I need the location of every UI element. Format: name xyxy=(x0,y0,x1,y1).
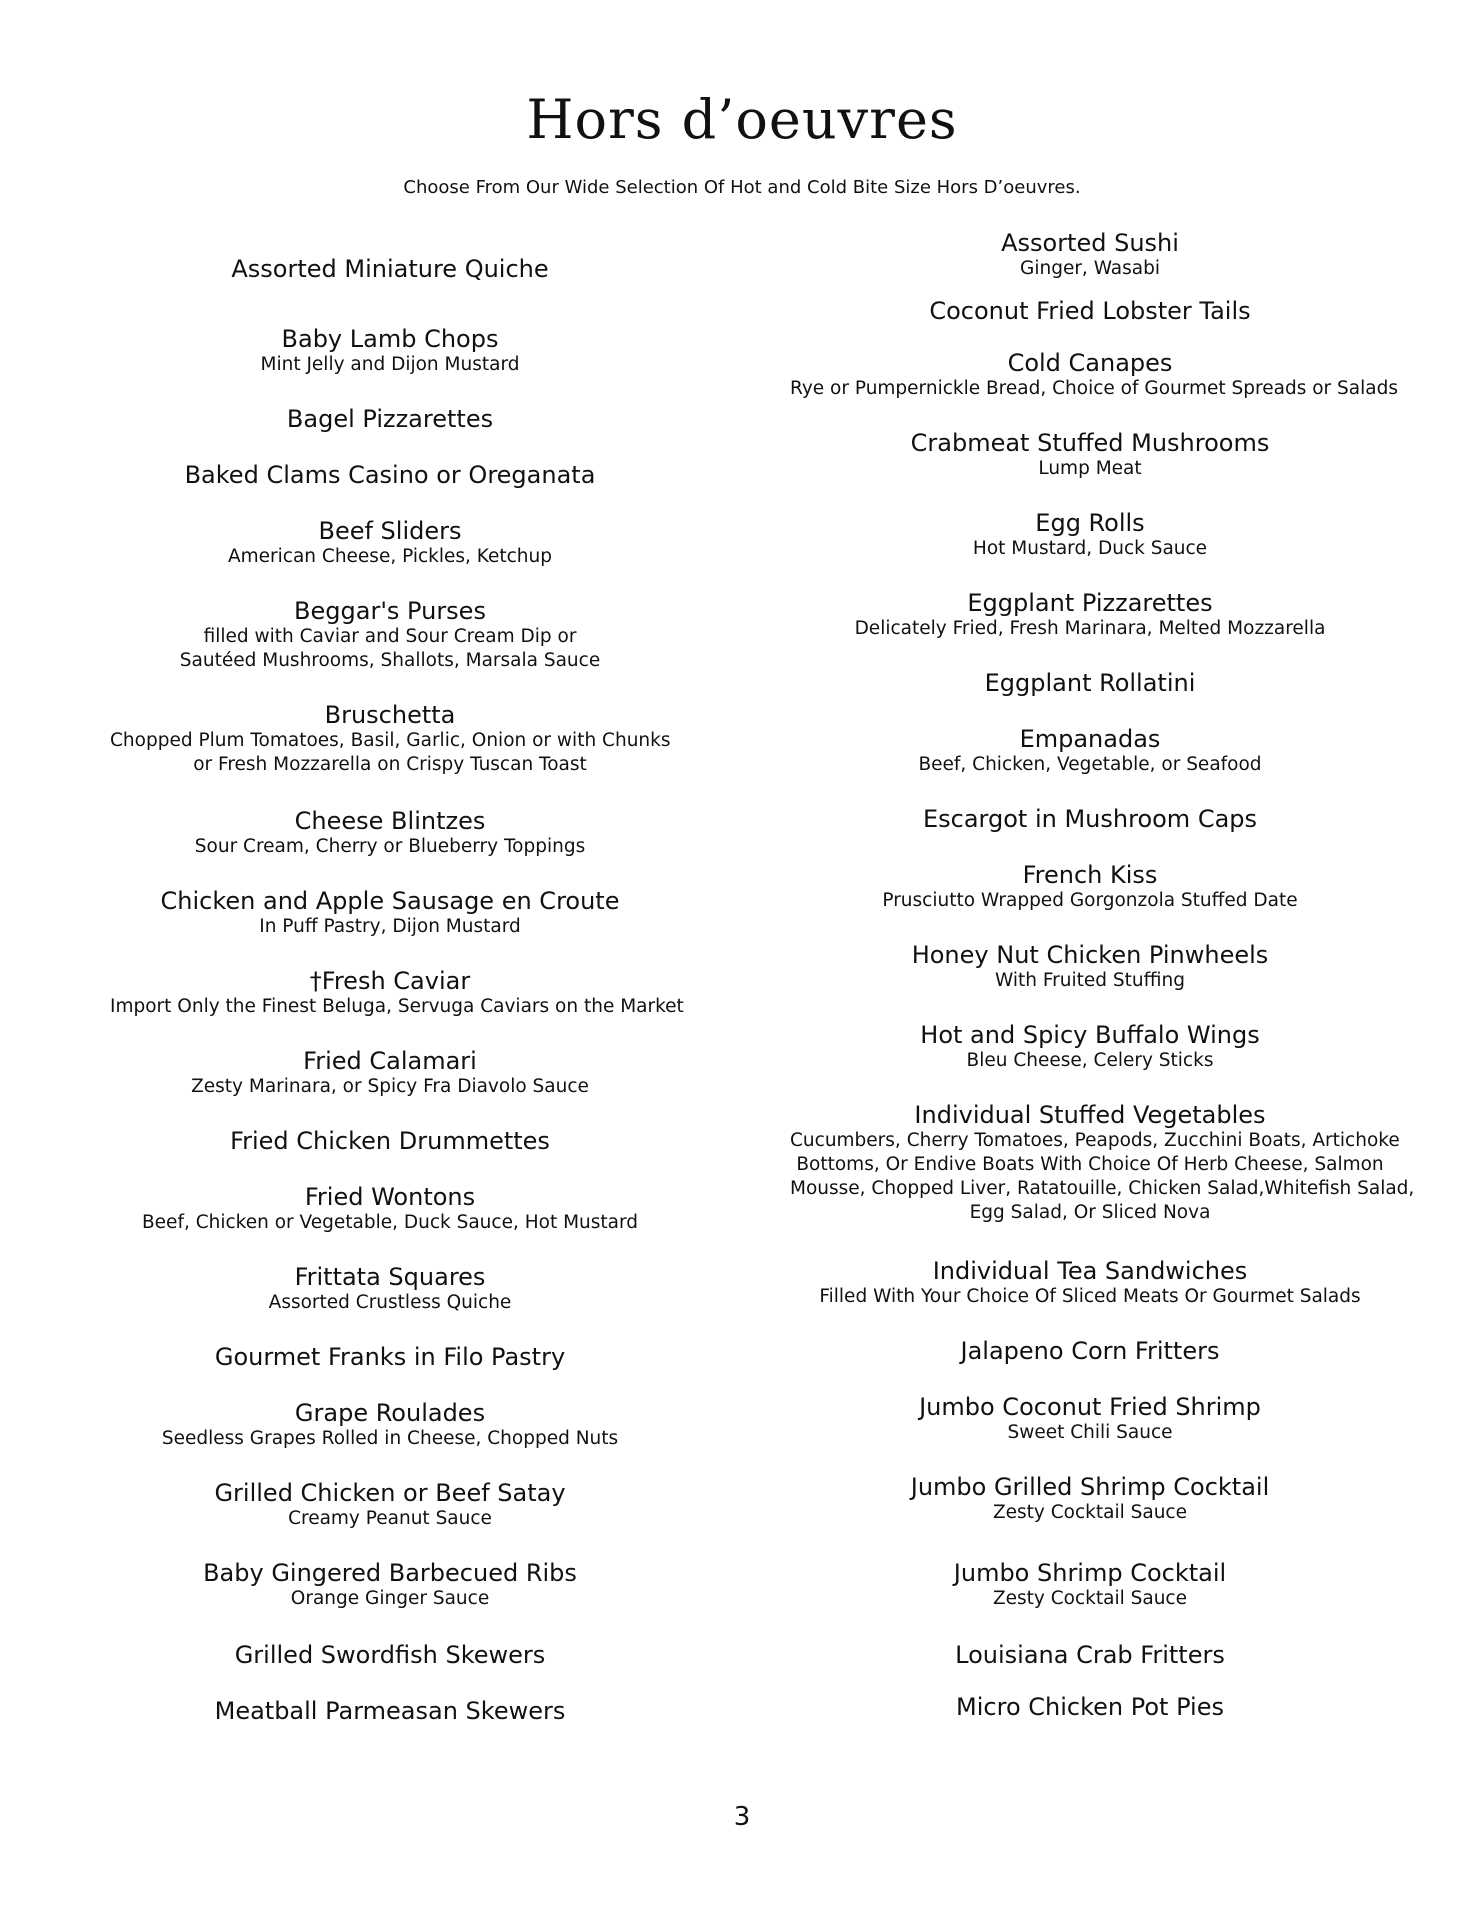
menu-item-description: Hot Mustard, Duck Sauce xyxy=(972,538,1208,559)
menu-item-name: Cold Canapes xyxy=(1007,349,1173,377)
menu-item-description: Bleu Cheese, Celery Sticks xyxy=(966,1050,1214,1071)
menu-item-fried-calamari xyxy=(110,1048,670,1099)
menu-item-name: Eggplant Rollatini xyxy=(984,669,1196,697)
menu-item-name: Fried Chicken Drummettes xyxy=(230,1127,550,1155)
menu-item-name: Jumbo Shrimp Cocktail xyxy=(953,1559,1227,1587)
menu-item-name: Escargot in Mushroom Caps xyxy=(922,805,1258,833)
menu-item-name: Fried Calamari xyxy=(303,1047,477,1075)
menu-item-assorted-miniature-quiche xyxy=(110,256,670,283)
menu-item-jalapeno-corn-fritters xyxy=(790,1338,1390,1365)
menu-item-description: Mousse, Chopped Liver, Ratatouille, Chicken Salad,Whitefish Salad, xyxy=(790,1178,1415,1199)
menu-item-description: or Fresh Mozzarella on Crispy Tuscan Toast xyxy=(193,754,587,775)
menu-item-jumbo-coconut-fried-shrimp xyxy=(790,1394,1390,1445)
menu-item-description: Zesty Cocktail Sauce xyxy=(992,1588,1187,1609)
menu-item-name: Louisiana Crab Fritters xyxy=(955,1641,1225,1669)
menu-item-jumbo-shrimp-cocktail xyxy=(790,1560,1390,1611)
menu-item-name: Egg Rolls xyxy=(1035,509,1145,537)
menu-item-description: Mint Jelly and Dijon Mustard xyxy=(260,354,520,375)
menu-item-name: Individual Tea Sandwiches xyxy=(932,1257,1248,1285)
page-number: 3 xyxy=(733,1802,751,1832)
menu-item-name: Grilled Chicken or Beef Satay xyxy=(214,1479,566,1507)
menu-item-name: Beef Sliders xyxy=(318,517,462,545)
menu-item-description: Lump Meat xyxy=(1038,458,1142,479)
menu-item-name: Jumbo Grilled Shrimp Cocktail xyxy=(910,1473,1270,1501)
menu-item-louisiana-crab-fritters xyxy=(790,1642,1390,1669)
menu-item-name: Baked Clams Casino or Oreganata xyxy=(184,461,596,489)
menu-item-name: Bruschetta xyxy=(324,701,456,729)
menu-item-name: Assorted Sushi xyxy=(1001,229,1179,257)
menu-item-crabmeat-stuffed-mushrooms xyxy=(790,430,1390,481)
menu-item-name: Jalapeno Corn Fritters xyxy=(960,1337,1220,1365)
menu-item-description: Beef, Chicken or Vegetable, Duck Sauce, Hot Mustard xyxy=(141,1212,639,1233)
menu-item-name: Empanadas xyxy=(1019,725,1161,753)
menu-item-grape-roulades xyxy=(110,1400,670,1451)
menu-item-bagel-pizzarettes xyxy=(110,406,670,433)
menu-item-beggar-s-purses xyxy=(110,598,670,673)
menu-item-individual-tea-sandwiches xyxy=(790,1258,1390,1309)
menu-item-baby-lamb-chops xyxy=(110,326,670,377)
menu-item-micro-chicken-pot-pies xyxy=(790,1694,1390,1721)
menu-item-baby-gingered-barbecued-ribs xyxy=(110,1560,670,1611)
menu-item-name: Cheese Blintzes xyxy=(294,807,486,835)
menu-item-description: Seedless Grapes Rolled in Cheese, Chopped Nuts xyxy=(161,1428,619,1449)
menu-item-description: Chopped Plum Tomatoes, Basil, Garlic, Onion or with Chunks xyxy=(110,730,671,751)
menu-item-name: Gourmet Franks in Filo Pastry xyxy=(214,1343,566,1371)
menu-item-description: Delicately Fried, Fresh Marinara, Melted Mozzarella xyxy=(854,618,1326,639)
menu-item-eggplant-rollatini xyxy=(790,670,1390,697)
menu-item-name: †Fresh Caviar xyxy=(309,967,471,995)
menu-item-name: Baby Gingered Barbecued Ribs xyxy=(203,1559,577,1587)
menu-item-description: Prusciutto Wrapped Gorgonzola Stuffed Date xyxy=(882,890,1298,911)
menu-item-name: Grilled Swordfish Skewers xyxy=(234,1641,546,1669)
menu-item-grilled-chicken-or-beef-satay xyxy=(110,1480,670,1531)
menu-item-description: Rye or Pumpernickle Bread, Choice of Gourmet Spreads or Salads xyxy=(790,378,1398,399)
menu-item-description: Import Only the Finest Beluga, Servuga Caviars on the Market xyxy=(110,996,684,1017)
menu-item-description: Beef, Chicken, Vegetable, or Seafood xyxy=(918,754,1262,775)
menu-item-name: Micro Chicken Pot Pies xyxy=(956,1693,1224,1721)
menu-item-description: With Fruited Stuffing xyxy=(995,970,1185,991)
menu-item-grilled-swordfish-skewers xyxy=(110,1642,670,1669)
menu-item-name: Assorted Miniature Quiche xyxy=(231,255,549,283)
menu-item-fresh-caviar xyxy=(110,967,684,1019)
menu-item-description: Orange Ginger Sauce xyxy=(290,1588,490,1609)
menu-item-name: Grape Roulades xyxy=(294,1399,486,1427)
menu-item-assorted-sushi xyxy=(790,230,1390,281)
menu-item-name: Jumbo Coconut Fried Shrimp xyxy=(919,1393,1261,1421)
menu-item-name: Honey Nut Chicken Pinwheels xyxy=(911,941,1269,969)
menu-item-bruschetta xyxy=(110,702,670,777)
menu-item-description: American Cheese, Pickles, Ketchup xyxy=(227,546,552,567)
menu-item-name: Beggar's Purses xyxy=(294,597,486,625)
menu-item-description: Zesty Marinara, or Spicy Fra Diavolo Sauce xyxy=(191,1076,589,1097)
menu-item-name: Coconut Fried Lobster Tails xyxy=(929,297,1251,325)
menu-item-meatball-parmeasan-skewers xyxy=(110,1698,670,1725)
menu-item-name: Chicken and Apple Sausage en Croute xyxy=(160,887,620,915)
menu-item-egg-rolls xyxy=(790,510,1390,561)
page-title: Hors d’oeuvres xyxy=(526,88,958,151)
menu-item-jumbo-grilled-shrimp-cocktail xyxy=(790,1474,1390,1525)
menu-item-beef-sliders xyxy=(110,518,670,569)
menu-item-hot-and-spicy-buffalo-wings xyxy=(790,1022,1390,1073)
menu-item-name: French Kiss xyxy=(1022,861,1158,889)
menu-item-description: Sautéed Mushrooms, Shallots, Marsala Sauce xyxy=(179,650,601,671)
menu-item-name: Eggplant Pizzarettes xyxy=(967,589,1213,617)
menu-item-coconut-fried-lobster-tails xyxy=(790,298,1390,325)
menu-item-baked-clams-casino-or-oreganata xyxy=(110,462,670,489)
menu-item-name: Crabmeat Stuffed Mushrooms xyxy=(910,429,1270,457)
menu-item-name: Individual Stuffed Vegetables xyxy=(914,1101,1266,1129)
menu-item-name: Hot and Spicy Buffalo Wings xyxy=(920,1021,1260,1049)
menu-item-name: Meatball Parmeasan Skewers xyxy=(214,1697,566,1725)
page-subtitle: Choose From Our Wide Selection Of Hot and Cold Bite Size Hors D’oeuvres. xyxy=(403,177,1081,198)
menu-item-name: Baby Lamb Chops xyxy=(281,325,499,353)
menu-item-empanadas xyxy=(790,726,1390,777)
menu-item-individual-stuffed-vegetables xyxy=(790,1101,1415,1225)
menu-item-cheese-blintzes xyxy=(110,808,670,859)
menu-item-description: Assorted Crustless Quiche xyxy=(268,1292,512,1313)
menu-item-eggplant-pizzarettes xyxy=(790,590,1390,641)
menu-item-french-kiss xyxy=(790,862,1390,913)
menu-item-honey-nut-chicken-pinwheels xyxy=(790,942,1390,993)
menu-item-description: In Puff Pastry, Dijon Mustard xyxy=(259,916,521,937)
menu-item-description: Egg Salad, Or Sliced Nova xyxy=(969,1202,1211,1223)
menu-item-description: filled with Caviar and Sour Cream Dip or xyxy=(203,626,577,647)
menu-item-description: Cucumbers, Cherry Tomatoes, Peapods, Zucchini Boats, Artichoke xyxy=(790,1130,1400,1151)
menu-item-description: Zesty Cocktail Sauce xyxy=(992,1502,1187,1523)
menu-item-cold-canapes xyxy=(790,349,1398,401)
menu-item-escargot-in-mushroom-caps xyxy=(790,806,1390,833)
menu-item-description: Sweet Chili Sauce xyxy=(1007,1422,1173,1443)
menu-item-description: Creamy Peanut Sauce xyxy=(288,1508,492,1529)
menu-item-description: Ginger, Wasabi xyxy=(1020,258,1160,279)
menu-item-chicken-and-apple-sausage-en-croute xyxy=(110,888,670,939)
menu-item-fried-wontons xyxy=(110,1184,670,1235)
menu-item-name: Bagel Pizzarettes xyxy=(286,405,494,433)
menu-item-name: Frittata Squares xyxy=(294,1263,486,1291)
menu-item-description: Bottoms, Or Endive Boats With Choice Of Herb Cheese, Salmon xyxy=(796,1154,1384,1175)
menu-item-description: Sour Cream, Cherry or Blueberry Toppings xyxy=(194,836,586,857)
menu-item-description: Filled With Your Choice Of Sliced Meats Or Gourmet Salads xyxy=(819,1286,1361,1307)
menu-item-frittata-squares xyxy=(110,1264,670,1315)
menu-item-name: Fried Wontons xyxy=(304,1183,476,1211)
menu-item-gourmet-franks-in-filo-pastry xyxy=(110,1344,670,1371)
menu-item-fried-chicken-drummettes xyxy=(110,1128,670,1155)
